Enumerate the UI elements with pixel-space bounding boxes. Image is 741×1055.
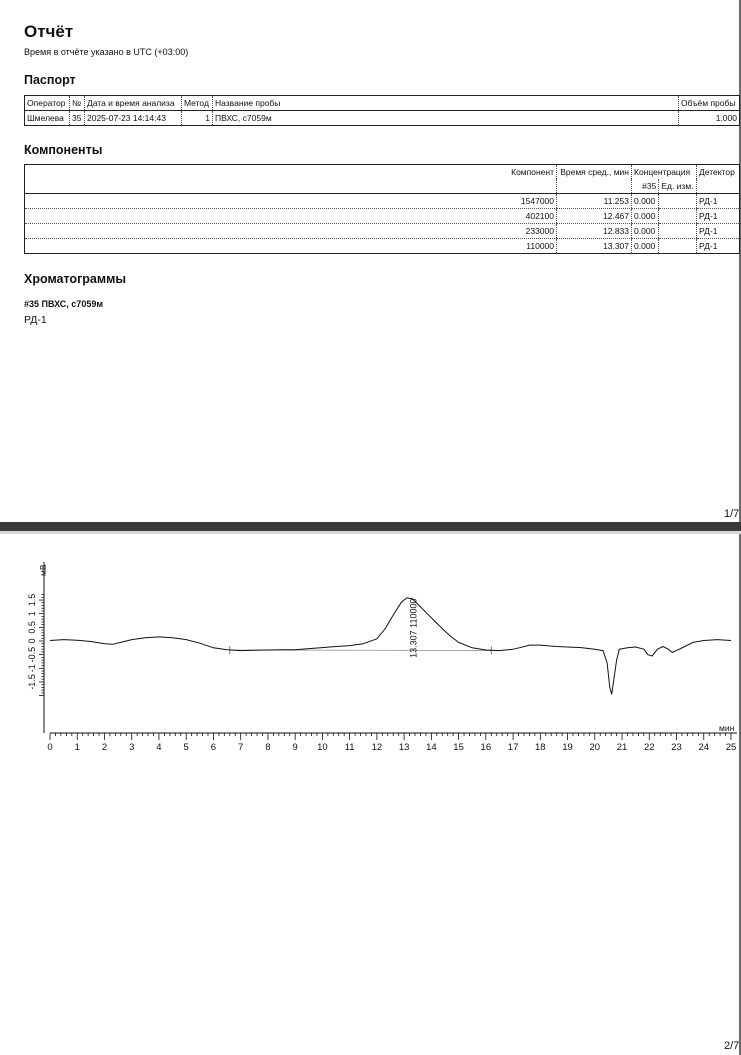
col-unit: Ед. изм. <box>659 179 697 194</box>
detector-value: РД-1 <box>697 239 740 254</box>
chromatogram-detector-label: РД-1 <box>24 314 47 326</box>
col-avg-time: Время сред., мин <box>557 165 632 180</box>
unit-value <box>659 209 697 224</box>
time-value: 13.307 <box>557 239 632 254</box>
component-value: 110000 <box>526 241 554 251</box>
x-tick-label: 24 <box>698 742 710 753</box>
chromatograms-heading: Хроматограммы <box>24 272 127 286</box>
page-number-1: 1/7 <box>724 508 740 520</box>
x-tick-label: 0 <box>47 742 53 753</box>
number-value: 35 <box>70 111 85 126</box>
x-tick-label: 6 <box>210 742 217 753</box>
y-tick-label: 0 <box>27 638 37 644</box>
volume-value: 1.000 <box>679 111 740 126</box>
passport-table <box>24 95 740 126</box>
chromatogram-chart <box>0 540 741 770</box>
timezone-note: Время в отчёте указано в UTC (+03:00) <box>24 47 189 57</box>
table-row <box>25 239 740 254</box>
report-title: Отчёт <box>24 22 74 41</box>
x-tick-label: 12 <box>371 742 383 753</box>
x-tick-label: 8 <box>265 742 271 753</box>
components-heading: Компоненты <box>24 143 103 157</box>
x-tick-label: 21 <box>616 742 628 753</box>
sample-name-value: ПВХС, с7059м <box>213 111 679 126</box>
y-tick-label: 1.5 <box>27 593 37 607</box>
y-axis-label: мВ <box>38 564 48 576</box>
y-tick-label: 1 <box>27 611 37 617</box>
component-value: 1547000 <box>25 194 557 209</box>
x-axis-label: мин <box>719 723 735 733</box>
unit-value <box>659 239 697 254</box>
detector-value: РД-1 <box>697 209 740 224</box>
peak-annotation: 13.307 110000 <box>408 598 419 658</box>
x-tick-label: 10 <box>317 742 328 753</box>
col-datetime: Дата и время анализа <box>85 96 182 111</box>
x-tick-label: 14 <box>426 742 437 753</box>
x-tick-label: 17 <box>507 742 519 753</box>
detector-value: РД-1 <box>697 224 740 239</box>
y-tick-label: -1 <box>27 664 37 673</box>
detector-value: РД-1 <box>697 194 740 209</box>
x-tick-label: 19 <box>562 742 573 753</box>
x-tick-label: 7 <box>238 742 244 753</box>
col-component: Компонент <box>511 167 554 177</box>
col-number: № <box>70 96 85 111</box>
component-value: 233000 <box>25 224 557 239</box>
unit-value <box>659 194 697 209</box>
x-tick-label: 20 <box>589 742 601 753</box>
col-sample-name: Название пробы <box>213 96 679 111</box>
time-value: 11.253 <box>557 194 632 209</box>
x-tick-label: 18 <box>535 742 546 753</box>
x-tick-label: 13 <box>398 742 410 753</box>
x-tick-label: 1 <box>74 742 80 753</box>
unit-value <box>659 224 697 239</box>
x-tick-label: 22 <box>643 742 655 753</box>
operator-value: Шмелева <box>27 113 64 123</box>
time-value: 12.467 <box>557 209 632 224</box>
component-value: 402100 <box>25 209 557 224</box>
x-tick-label: 4 <box>156 742 162 753</box>
passport-heading: Паспорт <box>24 73 76 87</box>
x-tick-label: 11 <box>344 742 355 753</box>
y-tick-label: -0.5 <box>27 646 37 663</box>
x-tick-label: 15 <box>453 742 464 753</box>
x-tick-label: 2 <box>101 742 108 753</box>
datetime-value: 2025-07-23 14:14:43 <box>85 111 182 126</box>
page-number-2: 2/7 <box>724 1040 740 1052</box>
x-tick-label: 9 <box>292 742 298 753</box>
page-separator <box>0 522 741 531</box>
table-row <box>25 209 740 224</box>
components-table <box>24 164 740 254</box>
signal-line <box>50 598 731 694</box>
conc-value: 0.000 <box>632 224 659 239</box>
y-tick-label: 0.5 <box>27 621 37 634</box>
time-value: 12.833 <box>557 224 632 239</box>
col-method: Метод <box>182 96 213 111</box>
y-tick-label: -1.5 <box>27 674 37 690</box>
x-tick-label: 25 <box>725 742 737 753</box>
col-operator: Оператор <box>25 96 70 111</box>
method-value: 1 <box>182 111 213 126</box>
col-conc-run: #35 <box>632 179 659 194</box>
col-detector: Детектор <box>697 165 740 180</box>
table-row <box>25 224 740 239</box>
x-tick-label: 23 <box>671 742 682 753</box>
col-volume: Объём пробы <box>679 96 740 111</box>
conc-value: 0.000 <box>632 194 659 209</box>
x-tick-label: 5 <box>183 742 189 753</box>
conc-value: 0.000 <box>632 209 659 224</box>
chromatogram-sample-label: #35 ПВХС, с7059м <box>24 299 103 309</box>
x-tick-label: 16 <box>480 742 492 753</box>
table-row <box>25 194 740 209</box>
x-tick-label: 3 <box>129 742 135 753</box>
col-concentration: Концентрация <box>632 165 697 180</box>
conc-value: 0.000 <box>632 239 659 254</box>
